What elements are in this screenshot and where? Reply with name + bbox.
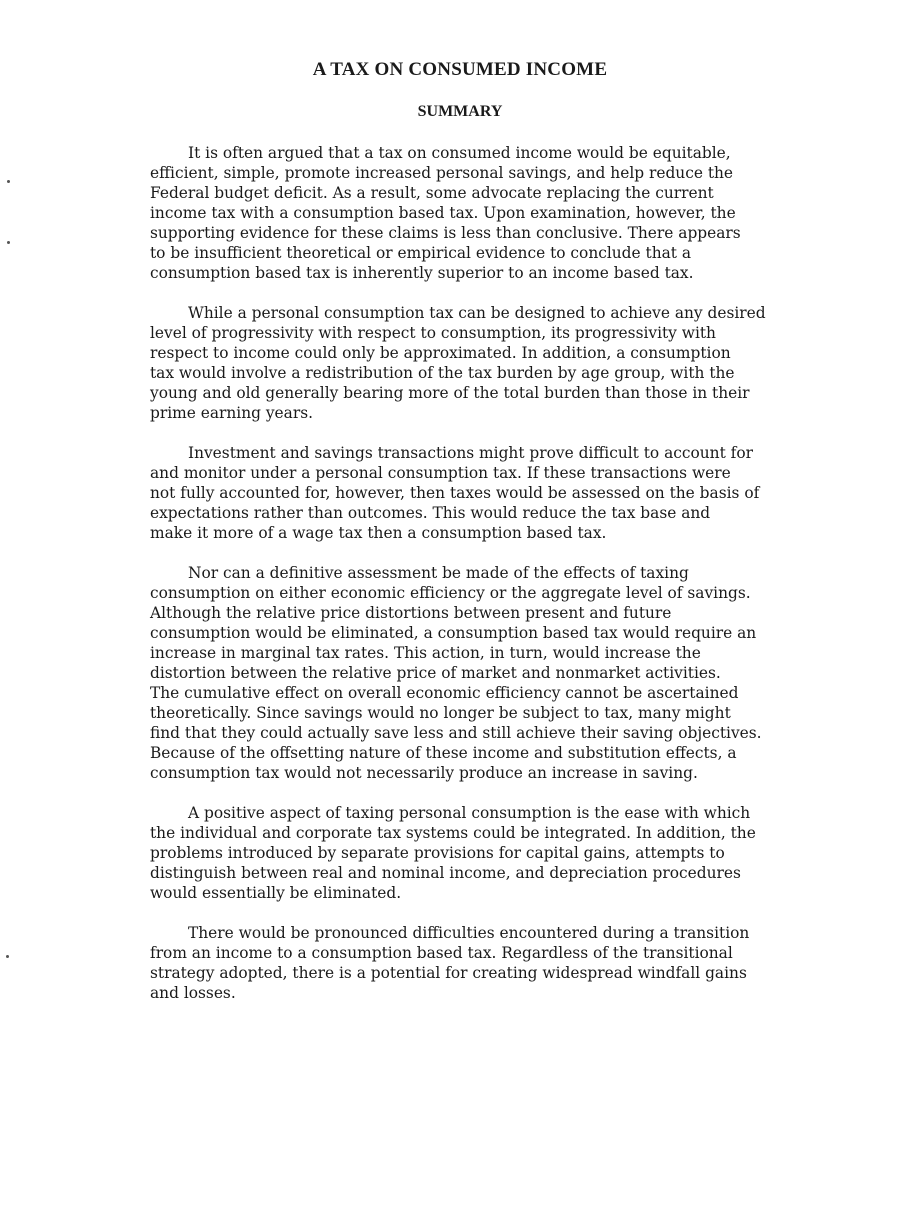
text-line: problems introduced by separate provisions for capital gains, attempts to bbox=[150, 844, 725, 862]
text-line: and losses. bbox=[150, 984, 236, 1002]
text-line: and monitor under a personal consumption tax. If these transactions were bbox=[150, 464, 731, 482]
text-line: theoretically. Since savings would no longer be subject to tax, many might bbox=[150, 704, 731, 722]
text-line: Because of the offsetting nature of these income and substitution effects, a bbox=[150, 744, 737, 762]
text-line: While a personal consumption tax can be designed to achieve any desired bbox=[188, 304, 766, 322]
text-line: from an income to a consumption based tax. Regardless of the transitional bbox=[150, 944, 733, 962]
text-line: level of progressivity with respect to consumption, its progressivity with bbox=[150, 324, 716, 342]
text-line: Although the relative price distortions between present and future bbox=[150, 604, 672, 622]
text-line: consumption based tax is inherently superior to an income based tax. bbox=[150, 264, 694, 282]
scan-speck bbox=[6, 955, 9, 958]
paragraph bbox=[150, 143, 790, 283]
text-line: tax would involve a redistribution of the tax burden by age group, with the bbox=[150, 364, 735, 382]
text-line: to be insufficient theoretical or empirical evidence to conclude that a bbox=[150, 244, 692, 262]
text-line: There would be pronounced difficulties encountered during a transition bbox=[188, 924, 750, 942]
text-line: consumption on either economic efficiency or the aggregate level of savings. bbox=[150, 584, 751, 602]
text-line: consumption tax would not necessarily produce an increase in saving. bbox=[150, 764, 698, 782]
text-line: efficient, simple, promote increased personal savings, and help reduce the bbox=[150, 164, 734, 182]
text-line: Federal budget deficit. As a result, some advocate replacing the current bbox=[150, 184, 714, 202]
text-line: make it more of a wage tax then a consumption based tax. bbox=[150, 524, 607, 542]
text-line: The cumulative effect on overall economic efficiency cannot be ascertained bbox=[150, 684, 739, 702]
text-line: consumption would be eliminated, a consumption based tax would require an bbox=[150, 624, 757, 642]
paragraph bbox=[150, 443, 790, 543]
document-title: A TAX ON CONSUMED INCOME bbox=[312, 59, 608, 80]
paragraph bbox=[150, 303, 790, 423]
scan-speck bbox=[7, 180, 10, 183]
text-line: would essentially be eliminated. bbox=[150, 884, 402, 902]
text-line: distinguish between real and nominal income, and depreciation procedures bbox=[150, 864, 741, 882]
paragraph bbox=[150, 563, 790, 783]
text-line: prime earning years. bbox=[150, 404, 313, 422]
document-body bbox=[150, 143, 790, 1023]
text-line: It is often argued that a tax on consumed income would be equitable, bbox=[188, 144, 731, 162]
paragraph bbox=[150, 923, 790, 1003]
text-line: expectations rather than outcomes. This would reduce the tax base and bbox=[150, 504, 711, 522]
text-line: A positive aspect of taxing personal consumption is the ease with which bbox=[188, 804, 751, 822]
text-line: increase in marginal tax rates. This action, in turn, would increase the bbox=[150, 644, 701, 662]
paragraph bbox=[150, 803, 790, 903]
text-line: supporting evidence for these claims is less than conclusive. There appears bbox=[150, 224, 741, 242]
text-line: strategy adopted, there is a potential for creating widespread windfall gains bbox=[150, 964, 747, 982]
text-line: the individual and corporate tax systems could be integrated. In addition, the bbox=[150, 824, 756, 842]
scan-speck bbox=[7, 241, 10, 244]
text-line: income tax with a consumption based tax. Upon examination, however, the bbox=[150, 204, 736, 222]
section-heading-summary: SUMMARY bbox=[417, 103, 503, 120]
text-line: Nor can a definitive assessment be made of the effects of taxing bbox=[188, 564, 689, 582]
text-line: Investment and savings transactions might prove difficult to account for bbox=[188, 444, 753, 462]
text-line: distortion between the relative price of market and nonmarket activities. bbox=[150, 664, 721, 682]
text-line: find that they could actually save less and still achieve their saving objectives. bbox=[150, 724, 762, 742]
text-line: respect to income could only be approximated. In addition, a consumption bbox=[150, 344, 731, 362]
text-line: not fully accounted for, however, then taxes would be assessed on the basis of bbox=[150, 484, 760, 502]
text-line: young and old generally bearing more of the total burden than those in their bbox=[150, 384, 750, 402]
